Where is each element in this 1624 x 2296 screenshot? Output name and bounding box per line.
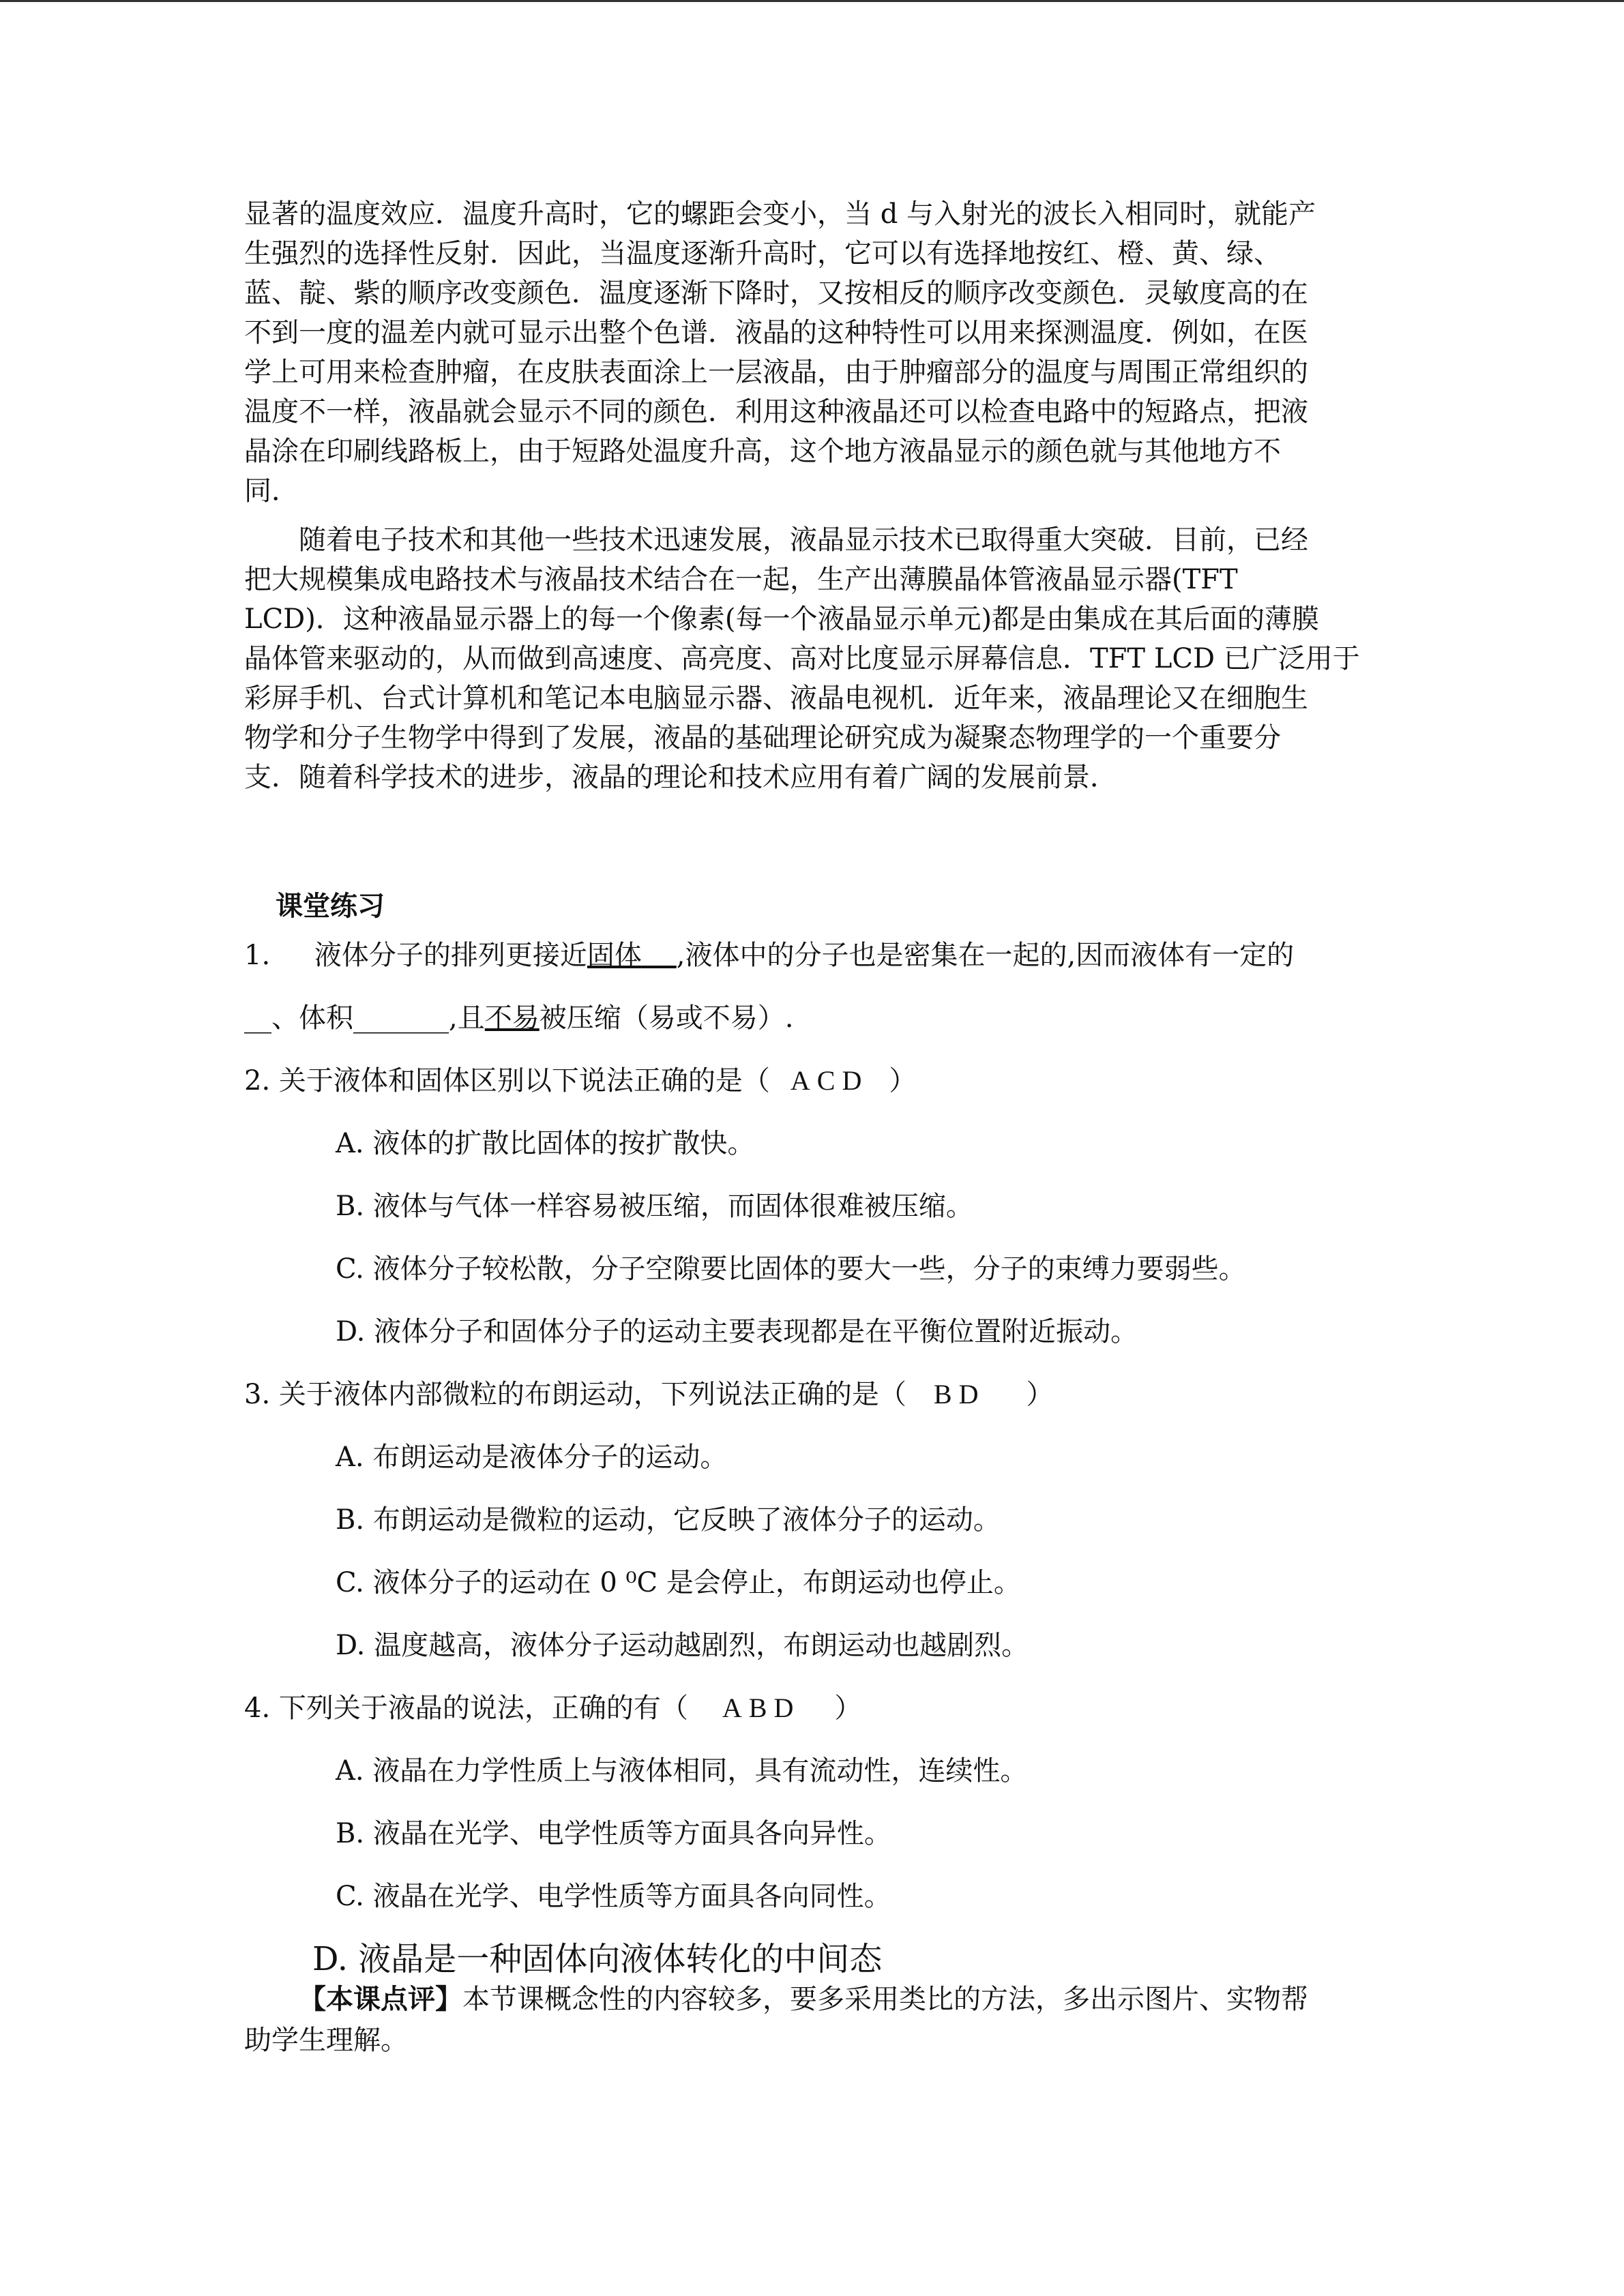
- option-a: A. 布朗运动是液体分子的运动。: [336, 1442, 728, 1473]
- text-line: 蓝、靛、紫的顺序改变颜色．温度逐渐下降时，又按相反的顺序改变颜色．灵敏度高的在: [244, 278, 1308, 309]
- answer-blank: 不易: [484, 1002, 540, 1034]
- text-line: 随着电子技术和其他一些技术迅速发展，液晶显示技术已取得重大突破．目前，已经: [299, 524, 1308, 556]
- question-text: ,液体中的分子也是密集在一起的,因而液体有一定的: [676, 940, 1295, 971]
- text-line: 显著的温度效应．温度升高时，它的螺距会变小，当 d 与入射光的波长入相同时，就能产: [244, 198, 1316, 230]
- text-line: 晶体管来驱动的，从而做到高速度、高亮度、高对比度显示屏幕信息．TFT LCD 已广泛用于: [244, 643, 1360, 674]
- question-text: 被压缩（易或不易）.: [539, 1002, 794, 1034]
- lesson-comment: [244, 1979, 1383, 2061]
- blank-space: [642, 940, 677, 971]
- option-a: A. 液体的扩散比固体的按扩散快。: [336, 1128, 755, 1159]
- question-text: 4. 下列关于液晶的说法，正确的有（: [244, 1693, 688, 1724]
- section-heading-class-exercise: 课堂练习: [276, 891, 385, 922]
- answer-text: BD: [933, 1379, 986, 1410]
- text-line: 生强烈的选择性反射．因此，当温度逐渐升高时，它可以有选择地按红、橙、黄、绿、: [244, 238, 1281, 269]
- question-text: 液体分子的排列更接近: [314, 940, 587, 971]
- question-number: 1.: [244, 940, 271, 971]
- question-1-line-2: [244, 996, 793, 1035]
- question-2-stem: [244, 1059, 916, 1098]
- question-text: 3. 关于液体内部微粒的布朗运动，下列说法正确的是（: [244, 1379, 906, 1410]
- option-c: C. 液体分子的运动在 0 ⁰C 是会停止，布朗运动也停止。: [336, 1567, 1021, 1598]
- answer-blank: 固体: [587, 940, 642, 971]
- option-c: C. 液晶在光学、电学性质等方面具各向同性。: [336, 1881, 891, 1912]
- question-text: ）: [1026, 1379, 1054, 1410]
- text-line: 支．随着科学技术的进步，液晶的理论和技术应用有着广阔的发展前景．: [244, 762, 1117, 793]
- lesson-comment-text: 助学生理解。: [244, 2025, 408, 2056]
- text-line: 温度不一样，液晶就会显示不同的颜色．利用这种液晶还可以检查电路中的短路点，把液: [244, 396, 1308, 428]
- answer-text: ABD: [722, 1693, 801, 1723]
- question-text: ）: [834, 1693, 862, 1724]
- top-border-line: [0, 0, 1624, 2]
- text-line: 学上可用来检查肿瘤，在皮肤表面涂上一层液晶，由于肿瘤部分的温度与周围正常组织的: [244, 357, 1308, 388]
- option-b: B. 布朗运动是微粒的运动，它反映了液体分子的运动。: [336, 1504, 1001, 1536]
- paragraph-lcd-technology: [244, 520, 1360, 797]
- lesson-comment-text: 本节课概念性的内容较多，要多采用类比的方法，多出示图片、实物帮: [462, 1984, 1308, 2015]
- question-text: __、体积_______,且: [244, 1002, 485, 1034]
- text-line: 彩屏手机、台式计算机和笔记本电脑显示器、液晶电视机．近年来，液晶理论又在细胞生: [244, 683, 1308, 714]
- answer-text: ACD: [790, 1065, 869, 1096]
- paragraph-temperature-effect: [244, 194, 1316, 511]
- lesson-comment-tag: 【本课点评】: [299, 1984, 462, 2015]
- option-b: B. 液体与气体一样容易被压缩，而固体很难被压缩。: [336, 1191, 973, 1222]
- question-text: 2. 关于液体和固体区别以下说法正确的是（: [244, 1065, 770, 1097]
- option-d: D. 液体分子和固体分子的运动主要表现都是在平衡位置附近振动。: [336, 1316, 1138, 1347]
- question-3-stem: [244, 1373, 1053, 1412]
- text-line: 把大规模集成电路技术与液晶技术结合在一起，生产出薄膜晶体管液晶显示器(TFT: [244, 564, 1238, 595]
- text-line: 物学和分子生物学中得到了发展，液晶的基础理论研究成为凝聚态物理学的一个重要分: [244, 722, 1281, 754]
- option-c: C. 液体分子较松散，分子空隙要比固体的要大一些，分子的束缚力要弱些。: [336, 1253, 1246, 1285]
- question-4-stem: [244, 1686, 861, 1725]
- question-1-line-1: [244, 934, 1294, 972]
- option-d: D. 温度越高，液体分子运动越剧烈，布朗运动也越剧烈。: [336, 1630, 1029, 1661]
- text-line: 不到一度的温差内就可显示出整个色谱．液晶的这种特性可以用来探测温度．例如，在医: [244, 317, 1308, 348]
- text-line: LCD)．这种液晶显示器上的每一个像素(每一个液晶显示单元)都是由集成在其后面的薄膜: [244, 603, 1320, 635]
- option-d: D. 液晶是一种固体向液体转化的中间态: [312, 1940, 883, 1978]
- option-a: A. 液晶在力学性质上与液体相同，具有流动性，连续性。: [336, 1755, 1028, 1787]
- question-text: ）: [889, 1065, 917, 1097]
- text-line: 晶涂在印刷线路板上，由于短路处温度升高，这个地方液晶显示的颜色就与其他地方不: [244, 436, 1281, 467]
- option-b: B. 液晶在光学、电学性质等方面具各向异性。: [336, 1818, 891, 1849]
- text-line: 同．: [244, 475, 299, 507]
